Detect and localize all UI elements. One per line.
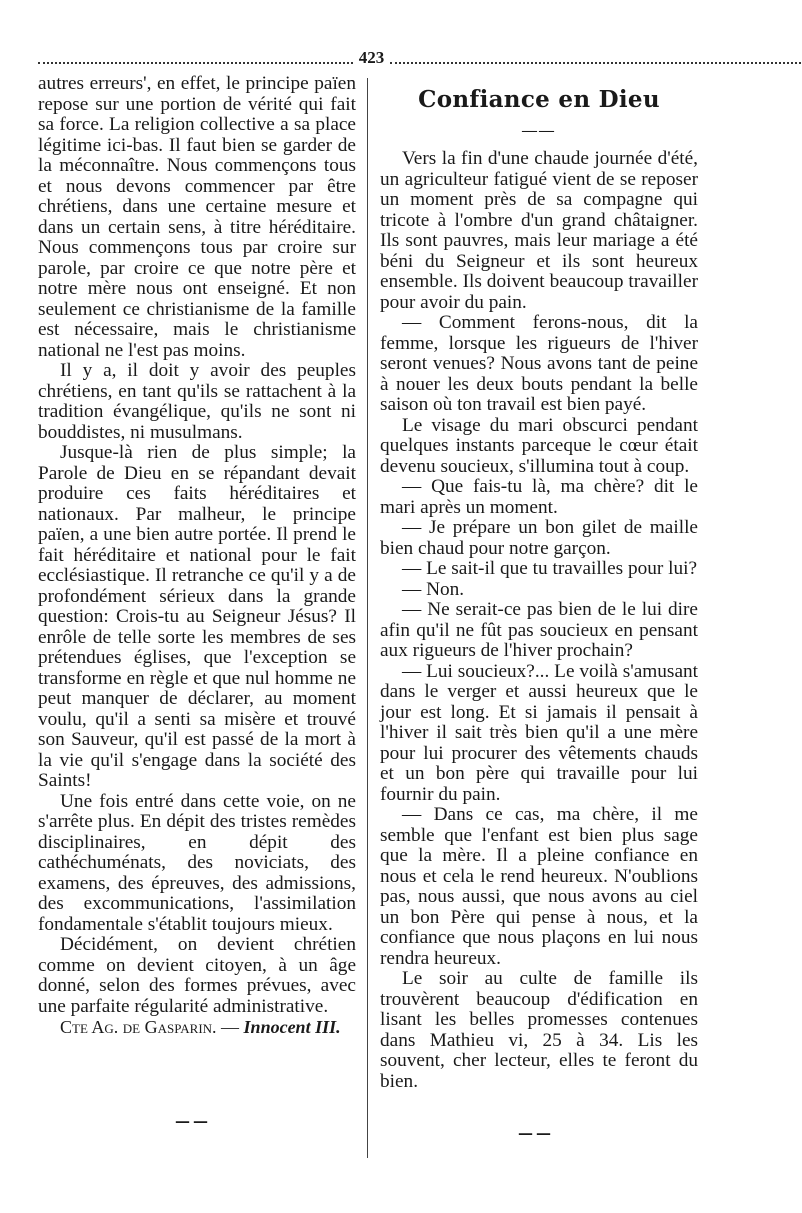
right-paragraph: Vers la fin d'une chaude journée d'été, un agriculteur fatigué vient de se reposer un moment près de sa compagne qui tricote à l'ombre d'un grand châtaigner. Ils sont pauvres, mais leur mariage a été béni du Seigneur et ils sont heureux ensemble. Ils doivent beaucoup travailler pour avoir du pain. [380,148,698,313]
article-title: Confiance en Dieu [418,86,660,113]
right-paragraph: — Non. [402,578,465,600]
left-paragraph: Une fois entré dans cette voie, on ne s'arrête plus. En dépit des tristes remèdes disciplinaires, en dépit des cathéchuménats, des noviciats, des examens, des épreuves, des admissions, des excommunications, l'assimilation fondamentale s'établit toujours mieux. [38,790,356,935]
right-paragraph: — Comment ferons-nous, dit la femme, lorsque les rigueurs de l'hiver seront venues? Nous avons tant de peine à nouer les deux bouts pendant la belle saison où ton travail est bien payé. [380,312,698,415]
article-signature [38,1017,356,1038]
page-number: 423 [358,48,385,67]
right-paragraph: — Je prépare un bon gilet de maille bien chaud pour notre garçon. [380,517,698,559]
signature-work: Innocent III. [243,1017,341,1037]
right-end-mark: —— [518,1124,554,1142]
left-end-mark: —— [175,1112,211,1130]
right-paragraph: — Lui soucieux?... Le voilà s'amusant dans le verger et aussi heureux que le jour est long. Et si jamais il pensait à l'hiver il sait très bien qu'il a une mère pour lui procurer des vêtements chauds et un bon père qui travaille pour lui fournir du pain. [380,660,698,805]
left-paragraph: autres erreurs', en effet, le principe païen repose sur une portion de vérité qui fait sa force. La religion collective a sa place légitime ici-bas. Il faut bien se garder de la méconnaître. Nous commençons tous et nous devons commencer par être chrétiens, dans une certaine mesure et dans un certain sens, à titre héréditaire. Nous commençons tous par croire sur parole, par croire ce que notre père et notre mère nous ont enseigné. Et non seulement ce christianisme de la famille est nécessaire, mais le christianisme national ne l'est pas moins. [38,73,356,361]
header-rule-right [390,62,802,64]
left-paragraph: Il y a, il doit y avoir des peuples chrétiens, en tant qu'ils se rattachent à la tradition évangélique, qu'ils ne sont ni bouddistes, ni musulmans. [38,360,356,443]
column-divider [367,78,368,1158]
right-column [380,74,698,1092]
right-paragraph: — Le sait-il que tu travailles pour lui? [402,558,698,579]
left-paragraph: Jusque-là rien de plus simple; la Parole de Dieu en se répandant devait produire ces faits héréditaires et nationaux. Par malheur, le principe païen, a une bien autre portée. Il prend le fait héréditaire et national pour le fait ecclésiastique. Il retranche ce qu'il y a de profondément sérieux dans la grande question: Crois-tu au Seigneur Jésus? Il enrôle de telle sorte les membres de ses prétendues églises, que l'exception se transforme en règle et que nul homme ne peut manquer de déclarer, au moment voulu, qu'il a senti sa misère et trouvé son Sauveur, qu'il est passé de la mort à la vie qu'il s'engage dans la société des Saints! [38,442,356,791]
left-paragraph: Décidément, on devient chrétien comme on devient citoyen, à un âge donné, selon des formes prévues, avec une parfaite régularité administrative. [38,934,356,1017]
right-paragraph: Le soir au culte de famille ils trouvèrent beaucoup d'édification en lisant les belles promesses contenues dans Mathieu vi, 25 à 34. Lis les souvent, cher lecteur, elles te feront du bien. [380,968,698,1092]
signature-author: Cte Ag. de Gasparin. [60,1017,217,1037]
title-rule: —— [522,122,556,139]
right-paragraph: Le visage du mari obscurci pendant quelques instants parceque le cœur était devenu soucieux, s'illumina tout à coup. [380,414,698,477]
signature-separator: — [216,1017,244,1037]
right-paragraph: — Dans ce cas, ma chère, il me semble que l'enfant est bien plus sage que la mère. Il a pleine confiance en nous et cela le rend heureux. N'oublions pas, nous aussi, que nous avons au ciel un bon Père qui pense à nous, et la confiance que nous plaçons en lui nous rendra heureux. [380,804,698,969]
right-paragraph: — Ne serait-ce pas bien de le lui dire afin qu'il ne fût pas soucieux en pensant aux rigueurs de l'hiver prochain? [380,599,698,661]
right-paragraph: — Que fais-tu là, ma chère? dit le mari après un moment. [380,476,698,518]
header-rule-left [38,62,353,64]
left-column [38,74,356,1038]
